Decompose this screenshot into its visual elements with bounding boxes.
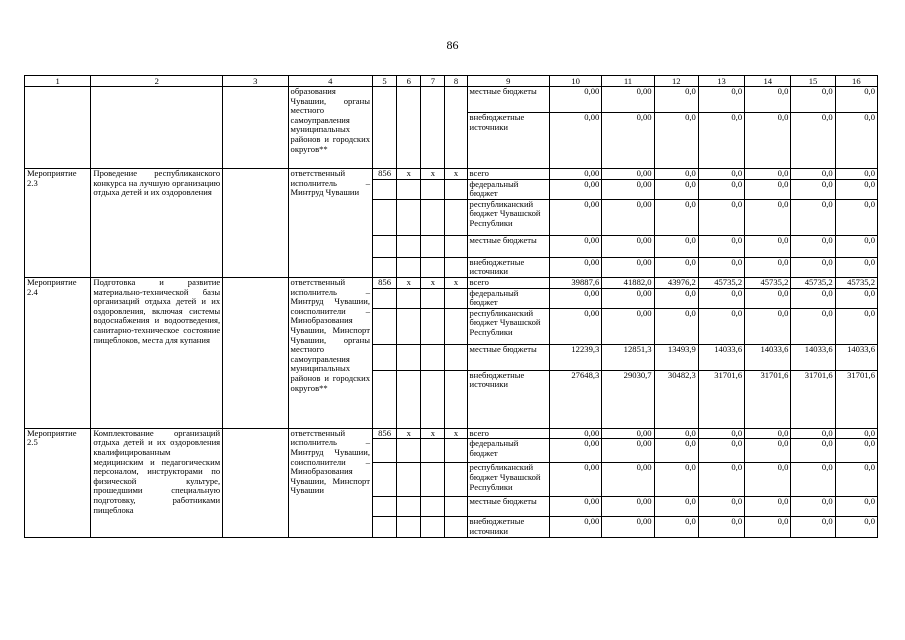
amount-cell: 0,00 bbox=[550, 308, 602, 344]
amount-cell: 0,0 bbox=[654, 517, 698, 537]
amount-cell: 0,0 bbox=[654, 235, 698, 257]
measure-name-cell: Подготовка и развитие материально-технической базы организаций отдыха детей и их оздоровления, включая системы водоснабжения и водоотведения, санитарно-техническое состояние пищеблоков, места для купания bbox=[91, 277, 223, 428]
source-cell: внебюджетные источники bbox=[467, 370, 549, 428]
column-header: 3 bbox=[223, 76, 288, 87]
amount-cell: 0,00 bbox=[550, 87, 602, 113]
executor-cell: ответственный исполнитель – Минтруд Чувашии, соисполнители – Минобразования Чувашии, Минспорт Чувашии bbox=[288, 428, 372, 537]
source-cell: местные бюджеты bbox=[467, 344, 549, 370]
rz-cell bbox=[397, 370, 421, 428]
rz-cell bbox=[397, 308, 421, 344]
amount-cell: 0,0 bbox=[698, 169, 744, 180]
column-header: 12 bbox=[654, 76, 698, 87]
amount-cell: 0,0 bbox=[791, 87, 835, 113]
grbs-cell: 856 bbox=[373, 428, 397, 439]
amount-cell: 0,0 bbox=[745, 308, 791, 344]
amount-cell: 0,0 bbox=[791, 113, 835, 169]
amount-cell: 14033,6 bbox=[698, 344, 744, 370]
amount-cell: 0,00 bbox=[550, 288, 602, 308]
amount-cell: 0,0 bbox=[698, 199, 744, 235]
source-cell: федеральный бюджет bbox=[467, 439, 549, 463]
rz-cell bbox=[397, 199, 421, 235]
grbs-cell bbox=[373, 370, 397, 428]
amount-cell: 0,0 bbox=[745, 113, 791, 169]
source-cell: всего bbox=[467, 169, 549, 180]
vr-cell bbox=[445, 257, 467, 277]
amount-cell: 0,0 bbox=[654, 428, 698, 439]
amount-cell: 14033,6 bbox=[835, 344, 877, 370]
amount-cell: 45735,2 bbox=[835, 277, 877, 288]
amount-cell: 14033,6 bbox=[745, 344, 791, 370]
grbs-cell bbox=[373, 235, 397, 257]
amount-cell: 27648,3 bbox=[550, 370, 602, 428]
amount-cell: 0,0 bbox=[745, 517, 791, 537]
amount-cell: 29030,7 bbox=[602, 370, 654, 428]
amount-cell: 0,0 bbox=[835, 179, 877, 199]
source-cell: республиканский бюджет Чувашской Республики bbox=[467, 199, 549, 235]
amount-cell: 14033,6 bbox=[791, 344, 835, 370]
measure-name-cell bbox=[91, 87, 223, 169]
vr-cell bbox=[445, 199, 467, 235]
amount-cell: 12851,3 bbox=[602, 344, 654, 370]
cs-cell bbox=[421, 370, 445, 428]
amount-cell: 0,0 bbox=[698, 179, 744, 199]
cs-cell bbox=[421, 517, 445, 537]
header-row bbox=[25, 76, 878, 87]
source-cell: местные бюджеты bbox=[467, 497, 549, 517]
vr-cell bbox=[445, 308, 467, 344]
amount-cell: 31701,6 bbox=[745, 370, 791, 428]
rz-cell bbox=[397, 439, 421, 463]
vr-cell bbox=[445, 235, 467, 257]
cs-cell bbox=[421, 179, 445, 199]
cs-cell bbox=[421, 308, 445, 344]
amount-cell: 0,00 bbox=[602, 497, 654, 517]
amount-cell: 0,0 bbox=[835, 235, 877, 257]
amount-cell: 0,0 bbox=[745, 288, 791, 308]
cs-cell bbox=[421, 235, 445, 257]
amount-cell: 0,0 bbox=[835, 169, 877, 180]
amount-cell: 0,00 bbox=[602, 199, 654, 235]
amount-cell: 0,0 bbox=[654, 87, 698, 113]
amount-cell: 0,0 bbox=[791, 439, 835, 463]
vr-cell: x bbox=[445, 277, 467, 288]
grbs-cell: 856 bbox=[373, 277, 397, 288]
cs-cell bbox=[421, 199, 445, 235]
cs-cell: x bbox=[421, 277, 445, 288]
cs-cell bbox=[421, 439, 445, 463]
source-cell: федеральный бюджет bbox=[467, 179, 549, 199]
grbs-cell bbox=[373, 344, 397, 370]
amount-cell: 0,0 bbox=[791, 235, 835, 257]
column-header: 9 bbox=[467, 76, 549, 87]
measure-id-cell bbox=[25, 87, 91, 169]
amount-cell: 0,00 bbox=[602, 235, 654, 257]
cs-cell bbox=[421, 257, 445, 277]
amount-cell: 0,0 bbox=[791, 257, 835, 277]
rz-cell: x bbox=[397, 277, 421, 288]
source-cell: местные бюджеты bbox=[467, 87, 549, 113]
column-header: 14 bbox=[745, 76, 791, 87]
table-row bbox=[25, 428, 878, 439]
amount-cell: 0,0 bbox=[835, 517, 877, 537]
rz-cell bbox=[397, 288, 421, 308]
cs-cell bbox=[421, 288, 445, 308]
amount-cell: 41882,0 bbox=[602, 277, 654, 288]
column-header: 10 bbox=[550, 76, 602, 87]
source-cell: республиканский бюджет Чувашской Республики bbox=[467, 463, 549, 497]
amount-cell: 0,00 bbox=[602, 179, 654, 199]
amount-cell: 12239,3 bbox=[550, 344, 602, 370]
amount-cell: 0,0 bbox=[698, 113, 744, 169]
executor-cell: образования Чувашии, органы местного самоуправления муниципальных районов и городских округов** bbox=[288, 87, 372, 169]
vr-cell bbox=[445, 344, 467, 370]
amount-cell: 43976,2 bbox=[654, 277, 698, 288]
rz-cell bbox=[397, 497, 421, 517]
amount-cell: 0,0 bbox=[835, 428, 877, 439]
amount-cell: 0,0 bbox=[835, 497, 877, 517]
amount-cell: 31701,6 bbox=[791, 370, 835, 428]
grbs-cell bbox=[373, 199, 397, 235]
vr-cell bbox=[445, 179, 467, 199]
vr-cell bbox=[445, 517, 467, 537]
cs-cell bbox=[421, 497, 445, 517]
amount-cell: 0,0 bbox=[745, 235, 791, 257]
amount-cell: 0,0 bbox=[835, 87, 877, 113]
amount-cell: 0,00 bbox=[550, 517, 602, 537]
amount-cell: 0,0 bbox=[654, 308, 698, 344]
amount-cell: 0,00 bbox=[550, 439, 602, 463]
amount-cell: 0,0 bbox=[698, 257, 744, 277]
column-header: 15 bbox=[791, 76, 835, 87]
table-row bbox=[25, 87, 878, 113]
amount-cell: 0,0 bbox=[698, 87, 744, 113]
column-header: 5 bbox=[373, 76, 397, 87]
program-table bbox=[24, 75, 878, 538]
source-cell: федеральный бюджет bbox=[467, 288, 549, 308]
goal-cell bbox=[223, 277, 288, 428]
amount-cell: 0,0 bbox=[835, 199, 877, 235]
source-cell: республиканский бюджет Чувашской Республики bbox=[467, 308, 549, 344]
amount-cell: 0,00 bbox=[550, 428, 602, 439]
vr-cell bbox=[445, 439, 467, 463]
amount-cell: 0,0 bbox=[654, 257, 698, 277]
rz-cell bbox=[397, 344, 421, 370]
table-row bbox=[25, 277, 878, 288]
measure-name-cell: Проведение республиканского конкурса на лучшую организацию отдыха детей и их оздоровления bbox=[91, 169, 223, 278]
grbs-cell bbox=[373, 179, 397, 199]
table-row bbox=[25, 169, 878, 180]
amount-cell: 0,0 bbox=[698, 463, 744, 497]
amount-cell: 0,0 bbox=[791, 463, 835, 497]
grbs-cell bbox=[373, 257, 397, 277]
amount-cell: 0,0 bbox=[745, 428, 791, 439]
rz-cell bbox=[397, 517, 421, 537]
executor-cell: ответственный исполнитель – Минтруд Чувашии bbox=[288, 169, 372, 278]
amount-cell: 0,0 bbox=[745, 87, 791, 113]
amount-cell: 0,00 bbox=[550, 179, 602, 199]
grbs-cell bbox=[373, 439, 397, 463]
amount-cell: 0,0 bbox=[791, 428, 835, 439]
rz-cell bbox=[397, 235, 421, 257]
amount-cell: 0,00 bbox=[602, 113, 654, 169]
amount-cell: 0,0 bbox=[791, 199, 835, 235]
source-cell: всего bbox=[467, 428, 549, 439]
column-header: 4 bbox=[288, 76, 372, 87]
cs-cell bbox=[421, 87, 445, 169]
amount-cell: 0,00 bbox=[550, 257, 602, 277]
goal-cell bbox=[223, 169, 288, 278]
amount-cell: 0,0 bbox=[835, 257, 877, 277]
amount-cell: 0,0 bbox=[835, 463, 877, 497]
amount-cell: 0,0 bbox=[835, 308, 877, 344]
source-cell: внебюджетные источники bbox=[467, 517, 549, 537]
cs-cell: x bbox=[421, 428, 445, 439]
amount-cell: 0,0 bbox=[698, 288, 744, 308]
amount-cell: 0,0 bbox=[745, 257, 791, 277]
measure-id-cell: Мероприятие 2.5 bbox=[25, 428, 91, 537]
cs-cell bbox=[421, 344, 445, 370]
executor-cell: ответственный исполнитель – Минтруд Чувашии, соисполнители – Минобразования Чувашии, Минспорт Чувашии, органы местного самоуправления муниципальных районов и городских округов** bbox=[288, 277, 372, 428]
amount-cell: 0,00 bbox=[550, 497, 602, 517]
column-header: 16 bbox=[835, 76, 877, 87]
rz-cell bbox=[397, 179, 421, 199]
amount-cell: 0,0 bbox=[654, 113, 698, 169]
column-header: 11 bbox=[602, 76, 654, 87]
amount-cell: 0,0 bbox=[698, 428, 744, 439]
amount-cell: 0,00 bbox=[602, 439, 654, 463]
column-header: 7 bbox=[421, 76, 445, 87]
amount-cell: 0,00 bbox=[602, 463, 654, 497]
amount-cell: 0,0 bbox=[698, 439, 744, 463]
column-header: 6 bbox=[397, 76, 421, 87]
measure-id-cell: Мероприятие 2.3 bbox=[25, 169, 91, 278]
page-number: 86 bbox=[446, 38, 459, 52]
grbs-cell bbox=[373, 308, 397, 344]
amount-cell: 0,00 bbox=[550, 463, 602, 497]
amount-cell: 0,0 bbox=[791, 288, 835, 308]
amount-cell: 0,0 bbox=[791, 517, 835, 537]
amount-cell: 0,00 bbox=[550, 235, 602, 257]
rz-cell bbox=[397, 463, 421, 497]
amount-cell: 0,0 bbox=[835, 439, 877, 463]
amount-cell: 0,0 bbox=[654, 169, 698, 180]
amount-cell: 0,00 bbox=[602, 288, 654, 308]
amount-cell: 0,0 bbox=[654, 497, 698, 517]
amount-cell: 0,0 bbox=[654, 288, 698, 308]
source-cell: всего bbox=[467, 277, 549, 288]
vr-cell bbox=[445, 288, 467, 308]
rz-cell bbox=[397, 257, 421, 277]
grbs-cell: 856 bbox=[373, 169, 397, 180]
amount-cell: 0,0 bbox=[698, 497, 744, 517]
amount-cell: 0,00 bbox=[550, 199, 602, 235]
amount-cell: 0,00 bbox=[602, 428, 654, 439]
vr-cell: x bbox=[445, 428, 467, 439]
grbs-cell bbox=[373, 497, 397, 517]
amount-cell: 30482,3 bbox=[654, 370, 698, 428]
amount-cell: 0,0 bbox=[654, 439, 698, 463]
amount-cell: 0,00 bbox=[550, 113, 602, 169]
amount-cell: 0,0 bbox=[835, 113, 877, 169]
goal-cell bbox=[223, 428, 288, 537]
amount-cell: 0,0 bbox=[745, 169, 791, 180]
source-cell: внебюджетные источники bbox=[467, 113, 549, 169]
amount-cell: 0,00 bbox=[602, 169, 654, 180]
amount-cell: 0,0 bbox=[654, 179, 698, 199]
amount-cell: 0,0 bbox=[698, 308, 744, 344]
vr-cell: x bbox=[445, 169, 467, 180]
amount-cell: 0,0 bbox=[698, 517, 744, 537]
amount-cell: 0,0 bbox=[745, 439, 791, 463]
amount-cell: 0,00 bbox=[602, 308, 654, 344]
amount-cell: 45735,2 bbox=[698, 277, 744, 288]
vr-cell bbox=[445, 87, 467, 169]
vr-cell bbox=[445, 463, 467, 497]
column-header: 13 bbox=[698, 76, 744, 87]
amount-cell: 0,0 bbox=[745, 463, 791, 497]
amount-cell: 0,00 bbox=[550, 169, 602, 180]
amount-cell: 0,0 bbox=[791, 308, 835, 344]
cs-cell: x bbox=[421, 169, 445, 180]
vr-cell bbox=[445, 497, 467, 517]
rz-cell bbox=[397, 87, 421, 169]
source-cell: внебюджетные источники bbox=[467, 257, 549, 277]
amount-cell: 0,00 bbox=[602, 87, 654, 113]
amount-cell: 0,0 bbox=[791, 169, 835, 180]
amount-cell: 39887,6 bbox=[550, 277, 602, 288]
amount-cell: 45735,2 bbox=[791, 277, 835, 288]
amount-cell: 0,0 bbox=[791, 179, 835, 199]
amount-cell: 0,0 bbox=[791, 497, 835, 517]
grbs-cell bbox=[373, 517, 397, 537]
amount-cell: 13493,9 bbox=[654, 344, 698, 370]
amount-cell: 45735,2 bbox=[745, 277, 791, 288]
amount-cell: 0,0 bbox=[745, 497, 791, 517]
amount-cell: 31701,6 bbox=[698, 370, 744, 428]
amount-cell: 0,0 bbox=[698, 235, 744, 257]
amount-cell: 0,00 bbox=[602, 257, 654, 277]
vr-cell bbox=[445, 370, 467, 428]
measure-id-cell: Мероприятие 2.4 bbox=[25, 277, 91, 428]
grbs-cell bbox=[373, 288, 397, 308]
rz-cell: x bbox=[397, 169, 421, 180]
amount-cell: 0,0 bbox=[745, 179, 791, 199]
grbs-cell bbox=[373, 463, 397, 497]
column-header: 1 bbox=[25, 76, 91, 87]
amount-cell: 0,00 bbox=[602, 517, 654, 537]
source-cell: местные бюджеты bbox=[467, 235, 549, 257]
column-header: 2 bbox=[91, 76, 223, 87]
amount-cell: 0,0 bbox=[745, 199, 791, 235]
rz-cell: x bbox=[397, 428, 421, 439]
grbs-cell bbox=[373, 87, 397, 169]
measure-name-cell: Комплектование организаций отдыха детей и их оздоровления квалифицированным медицинским и педагогическим персоналом, инструкторами по физической культуре, прошедшими специальную подготовку, работниками пищеблока bbox=[91, 428, 223, 537]
goal-cell bbox=[223, 87, 288, 169]
amount-cell: 0,0 bbox=[654, 199, 698, 235]
amount-cell: 0,0 bbox=[654, 463, 698, 497]
amount-cell: 0,0 bbox=[835, 288, 877, 308]
cs-cell bbox=[421, 463, 445, 497]
amount-cell: 31701,6 bbox=[835, 370, 877, 428]
column-header: 8 bbox=[445, 76, 467, 87]
